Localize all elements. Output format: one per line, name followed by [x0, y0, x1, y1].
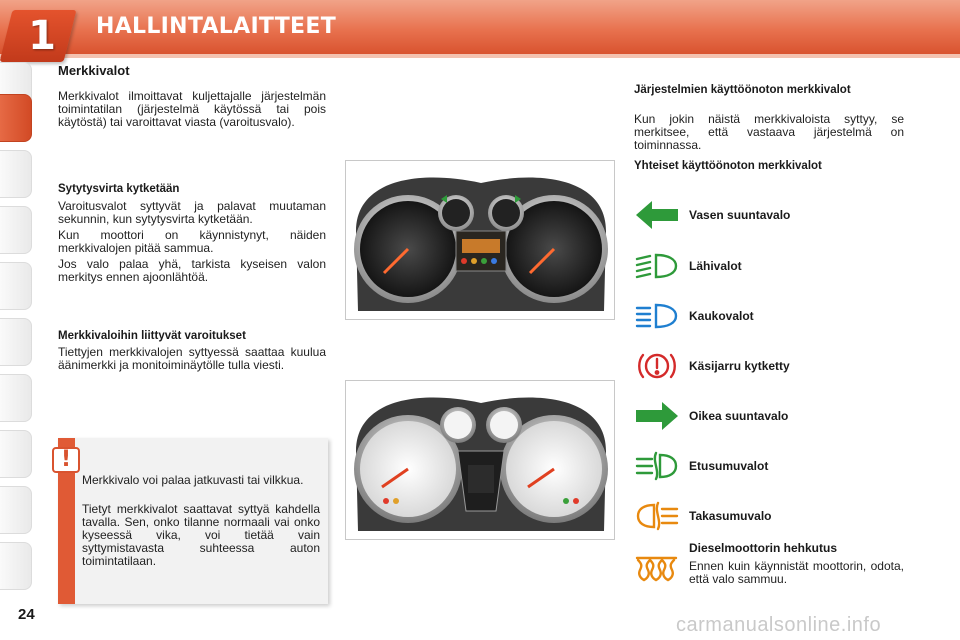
front-fog-icon — [634, 449, 680, 483]
indicator-label: Kaukovalot — [689, 309, 754, 323]
glow-plug-description: Ennen kuin käynnistät moottorin, odota, että valo sammuu. — [689, 559, 904, 586]
warnings-paragraph: Tiettyjen merkkivalojen syttyessä saattaa kuulua äänimerkki ja monitoiminäytölle tulla viesti. — [58, 345, 326, 372]
indicator-label: Oikea suuntavalo — [689, 409, 789, 423]
systems-heading: Järjestelmien käyttöönoton merkkivalot — [634, 84, 851, 96]
indicator-label: Lähivalot — [689, 259, 742, 273]
instrument-cluster-image-2 — [345, 380, 615, 540]
side-tab[interactable] — [0, 486, 32, 534]
side-tab[interactable] — [0, 262, 32, 310]
instrument-cluster-image-1 — [345, 160, 615, 320]
page-number: 24 — [18, 606, 35, 623]
indicator-label: Dieselmoottorin hehkutus — [689, 541, 838, 555]
glow-plug-icon — [634, 552, 680, 586]
low-beam-icon — [634, 249, 680, 283]
side-tab[interactable] — [0, 150, 32, 198]
indicator-label: Takasumuvalo — [689, 509, 772, 523]
ignition-paragraph-3: Jos valo palaa yhä, tarkista kyseisen valon merkitys ennen ajoonlähtöä. — [58, 257, 326, 284]
right-arrow-icon — [634, 399, 680, 433]
high-beam-icon — [634, 299, 680, 333]
indicator-label: Vasen suuntavalo — [689, 208, 791, 222]
chapter-number: 1 — [28, 13, 56, 59]
header-underline — [0, 54, 960, 58]
intro-paragraph: Merkkivalot ilmoittavat kuljettajalle järjestelmän toimintatilan (järjestelmä käytössä tai pois käytöstä) tai varoittavat viasta (varoitusvalo). — [58, 89, 326, 129]
warning-icon: ! — [52, 447, 80, 473]
side-tab-active[interactable] — [0, 94, 32, 142]
warning-paragraph-2: Tietyt merkkivalot saattavat syttyä kahdella tavalla. Sen, onko tilanne normaali vai onko kyseessä vika, voi tietää vain syttymistavasta suhteessa auton toimintatilaan. — [82, 502, 320, 568]
parking-brake-icon — [634, 349, 680, 383]
systems-paragraph: Kun jokin näistä merkkivaloista syttyy, se merkitsee, että vastaava järjestelmä on toiminnassa. — [634, 112, 904, 152]
ignition-paragraph-1: Varoitusvalot syttyvät ja palavat muutaman sekunnin, kun sytytysvirta kytketään. — [58, 199, 326, 226]
indicator-label: Etusumuvalot — [689, 459, 769, 473]
common-indicators-heading: Yhteiset käyttöönoton merkkivalot — [634, 160, 822, 172]
section-title: Merkkivalot — [58, 63, 130, 78]
indicator-label: Käsijarru kytketty — [689, 359, 790, 373]
ignition-paragraph-2: Kun moottori on käynnistynyt, näiden merkkivalojen pitää sammua. — [58, 228, 326, 255]
warnings-heading: Merkkivaloihin liittyvät varoitukset — [58, 330, 246, 342]
side-tab[interactable] — [0, 374, 32, 422]
side-tab[interactable] — [0, 206, 32, 254]
warning-paragraph-1: Merkkivalo voi palaa jatkuvasti tai vilkkua. — [82, 473, 304, 487]
page-title: HALLINTALAITTEET — [96, 14, 337, 39]
rear-fog-icon — [634, 499, 680, 533]
side-tab[interactable] — [0, 430, 32, 478]
watermark: carmanualsonline.info — [676, 614, 882, 636]
ignition-heading: Sytytysvirta kytketään — [58, 183, 180, 195]
left-arrow-icon — [634, 198, 680, 232]
side-tab[interactable] — [0, 318, 32, 366]
side-tab[interactable] — [0, 542, 32, 590]
